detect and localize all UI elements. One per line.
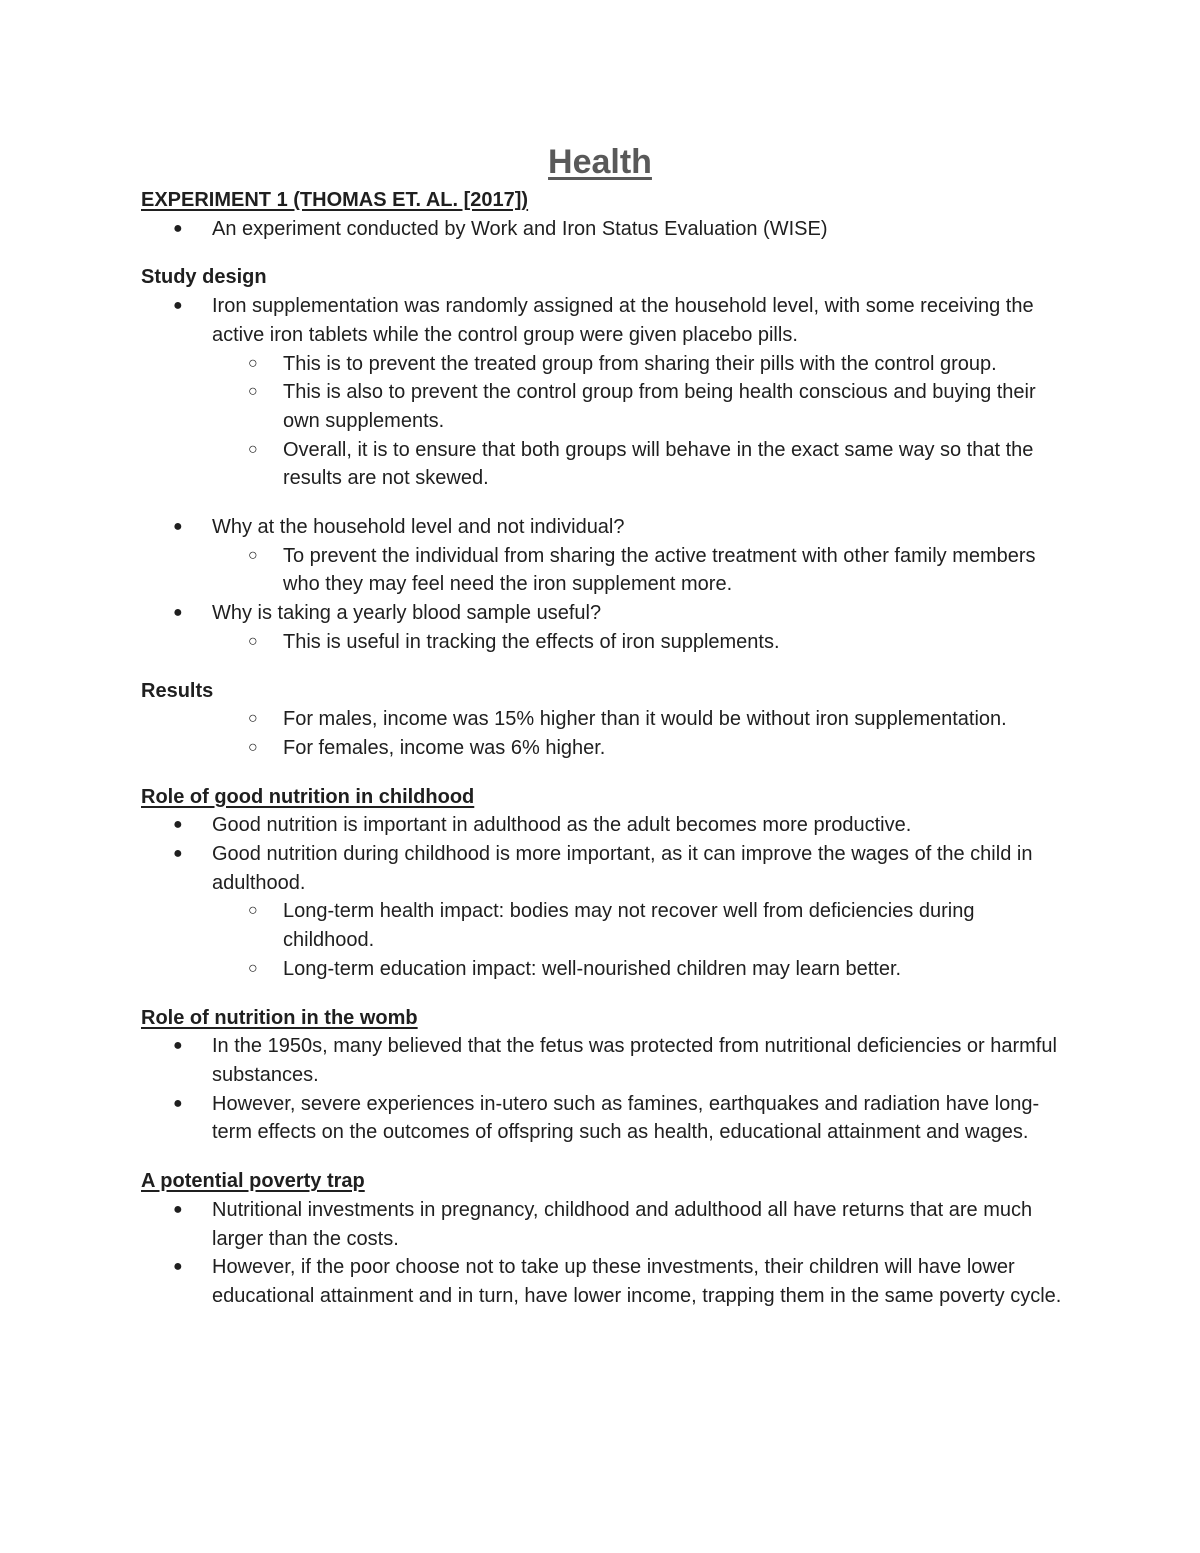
sub-bullet-icon: ○ [248, 440, 258, 458]
list-item [141, 215, 1071, 244]
sub-list-item [212, 350, 1071, 379]
list-item [141, 811, 1071, 840]
sub-list-item-text: This is useful in tracking the effects of iron supplements. [283, 630, 780, 653]
sub-list [212, 628, 1071, 657]
document-body [141, 186, 1071, 1311]
sub-bullet-icon: ○ [248, 902, 258, 920]
list-item [141, 1253, 1071, 1310]
bullet-icon: ● [173, 1258, 183, 1276]
bullet-icon: ● [173, 816, 183, 834]
sub-list-item-text: For females, income was 6% higher. [283, 736, 606, 759]
list-item [141, 1032, 1071, 1089]
sub-bullet-icon: ○ [248, 959, 258, 977]
list-item [141, 599, 1071, 656]
section-heading-results: Results [141, 679, 214, 702]
sub-bullet-icon: ○ [248, 632, 258, 650]
bullet-icon: ● [173, 1200, 183, 1218]
list-item [141, 292, 1071, 493]
bullet-icon: ● [173, 845, 183, 863]
experiment-list [141, 215, 1071, 244]
sub-list-item [212, 897, 1071, 954]
sub-list-item [212, 955, 1071, 984]
list-item [141, 1196, 1071, 1253]
sub-list-item [212, 542, 1071, 599]
sub-bullet-icon: ○ [248, 738, 258, 756]
bullet-icon: ● [173, 518, 183, 536]
list-item-text: Nutritional investments in pregnancy, childhood and adulthood all have returns that are much larger than the costs. [212, 1198, 1033, 1250]
list-item [141, 513, 1071, 599]
bullet-icon: ● [173, 297, 183, 315]
section-heading-poverty-trap: A potential poverty trap [141, 1170, 365, 1193]
section-heading-womb: Role of nutrition in the womb [141, 1006, 418, 1029]
sub-list-item-text: Overall, it is to ensure that both groups will behave in the exact same way so that the results are not skewed. [283, 438, 1034, 490]
sub-list-item-text: Long-term health impact: bodies may not recover well from deficiencies during childhood. [283, 900, 975, 952]
sub-list [212, 897, 1071, 983]
sub-list-item [141, 734, 1071, 763]
sub-list-item-text: This is to prevent the treated group from sharing their pills with the control group. [283, 352, 997, 375]
list-item-text: Good nutrition is important in adulthood as the adult becomes more productive. [212, 814, 912, 837]
list-item [141, 840, 1071, 984]
sub-list-item [212, 628, 1071, 657]
sub-list-item [141, 705, 1071, 734]
list-item-text: In the 1950s, many believed that the fetus was protected from nutritional deficiencies or harmful substances. [212, 1035, 1057, 1086]
study-design-list [141, 292, 1071, 493]
poverty-trap-list [141, 1196, 1071, 1311]
list-item-text: However, severe experiences in-utero such as famines, earthquakes and radiation have long-term effects on the outcomes of offspring such as health, educational attainment and wages. [212, 1092, 1040, 1144]
bullet-icon: ● [173, 604, 183, 622]
list-item-text: Iron supplementation was randomly assigned at the household level, with some receiving the active iron tablets while the control group were given placebo pills. [212, 295, 1034, 346]
sub-list-item-text: This is also to prevent the control group from being health conscious and buying their own supplements. [283, 381, 1036, 432]
page-title: Health [548, 143, 652, 181]
section-heading-childhood: Role of good nutrition in childhood [141, 785, 475, 808]
list-item-text: An experiment conducted by Work and Iron Status Evaluation (WISE) [212, 217, 828, 240]
results-list [141, 705, 1071, 762]
sub-bullet-icon: ○ [248, 354, 258, 372]
section-heading-experiment: EXPERIMENT 1 (THOMAS ET. AL. [2017]) [141, 189, 529, 211]
sub-bullet-icon: ○ [248, 710, 258, 728]
bullet-icon: ● [173, 1094, 183, 1112]
sub-list-item-text: To prevent the individual from sharing the active treatment with other family members who they may feel need the iron supplement more. [283, 544, 1036, 596]
childhood-list [141, 811, 1071, 983]
list-item-text: Good nutrition during childhood is more important, as it can improve the wages of the child in adulthood. [212, 843, 1033, 894]
sub-list-item-text: Long-term education impact: well-nourished children may learn better. [283, 957, 902, 980]
bullet-icon: ● [173, 1037, 183, 1055]
section-heading-study-design: Study design [141, 266, 267, 289]
womb-list [141, 1032, 1071, 1147]
list-item [141, 1090, 1071, 1147]
list-item-text: Why is taking a yearly blood sample useful? [212, 602, 602, 625]
list-item-text: Why at the household level and not individual? [212, 516, 625, 539]
sub-list [212, 542, 1071, 599]
study-design-questions-list [141, 513, 1071, 657]
sub-bullet-icon: ○ [248, 383, 258, 401]
sub-bullet-icon: ○ [248, 546, 258, 564]
list-item-text: However, if the poor choose not to take up these investments, their children will have lower educational attainment and in turn, have lower income, trapping them in the same poverty cycle. [212, 1256, 1062, 1307]
sub-list-item [212, 436, 1071, 493]
bullet-icon: ● [173, 219, 183, 237]
sub-list-item [212, 378, 1071, 435]
sub-list [212, 350, 1071, 494]
sub-list-item-text: For males, income was 15% higher than it would be without iron supplementation. [283, 708, 1007, 731]
